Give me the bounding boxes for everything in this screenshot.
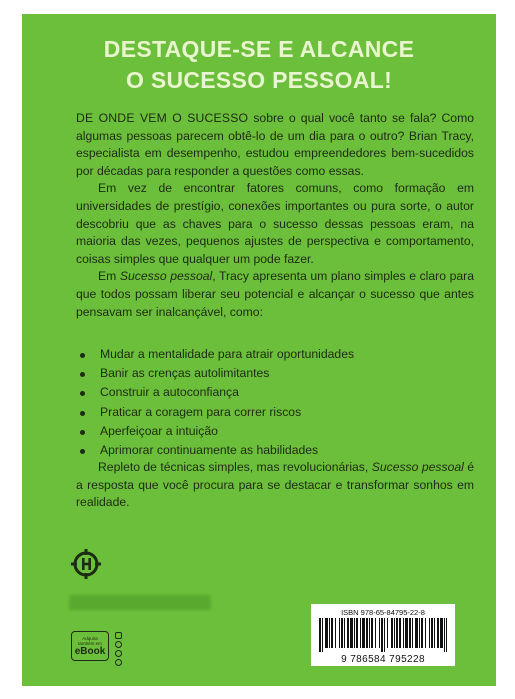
publisher-logo-icon [70, 548, 102, 580]
ebook-badge [71, 631, 109, 661]
redacted-bar [69, 595, 211, 610]
x-icon [115, 650, 122, 657]
paragraph-1-lead: DE ONDE VEM O SUCESSO [76, 111, 249, 125]
ebook-badge-line-3: eBook [74, 646, 106, 657]
closing-paragraph [76, 459, 474, 512]
paragraph-3-pre: Em [98, 269, 120, 284]
closing-text [76, 459, 474, 512]
closing-book-title: Sucesso pessoal [371, 460, 464, 474]
back-cover [22, 14, 496, 686]
list-item: Aperfeiçoar a intuição [80, 422, 460, 441]
closing-pre: Repleto de técnicas simples, mas revolucionárias, [98, 460, 372, 474]
paragraph-3-text: , Tracy apresenta um plano simples e claro para que todos possam liberar seu potencial e alcançar o sucesso que antes pensavam ser inalcançável, como: [76, 269, 474, 319]
youtube-icon [115, 659, 122, 666]
list-item: Banir as crenças autolimitantes [80, 364, 460, 383]
headline-line-2: O SUCESSO PESSOAL! [125, 67, 393, 93]
instagram-icon [115, 632, 122, 639]
barcode-bars [319, 618, 447, 652]
headline-line-1: DESTAQUE-SE E ALCANCE [103, 36, 415, 62]
paragraph-1 [76, 110, 474, 180]
barcode [311, 604, 455, 666]
headline [22, 34, 496, 96]
list-item: Aprimorar continuamente as habilidades [80, 441, 460, 460]
closing-rest: é a resposta que você procura para se destacar e transformar sonhos em realidade. [76, 460, 474, 510]
barcode-digits: 9 786584 795228 [341, 654, 425, 665]
paragraph-1-text: sobre o qual você tanto se fala? Como algumas pessoas parecem obtê-lo de um dia para o outro? Brian Tracy, especialista em desempenho, estudou empreendedores bem-sucedidos por décadas para responder a questões como essas. [76, 111, 474, 178]
description [76, 110, 474, 321]
benefits-list [80, 345, 460, 460]
ebook-badge-line-1: Adquira [82, 636, 98, 641]
list-item: Mudar a mentalidade para atrair oportunidades [80, 345, 460, 364]
paragraph-3-book-title: Sucesso pessoal [119, 269, 213, 284]
list-item: Construir a autoconfiança [80, 383, 460, 402]
facebook-icon [115, 641, 122, 648]
paragraph-2: Em vez de encontrar fatores comuns, como formação em universidades de prestígio, conexões importantes ou pura sorte, o autor descobriu que as chaves para o sucesso dessas pessoas eram, na maioria das vezes, pequenos ajustes de perspectiva e comportamento, coisas simples que qualquer um pode fazer. [76, 181, 474, 266]
ebook-badge-line-2: também em [78, 641, 102, 646]
list-item: Praticar a coragem para correr riscos [80, 403, 460, 422]
paragraph-3 [76, 268, 474, 321]
isbn-label: ISBN 978-65-84795-22-8 [341, 608, 425, 617]
social-icons [115, 632, 125, 668]
